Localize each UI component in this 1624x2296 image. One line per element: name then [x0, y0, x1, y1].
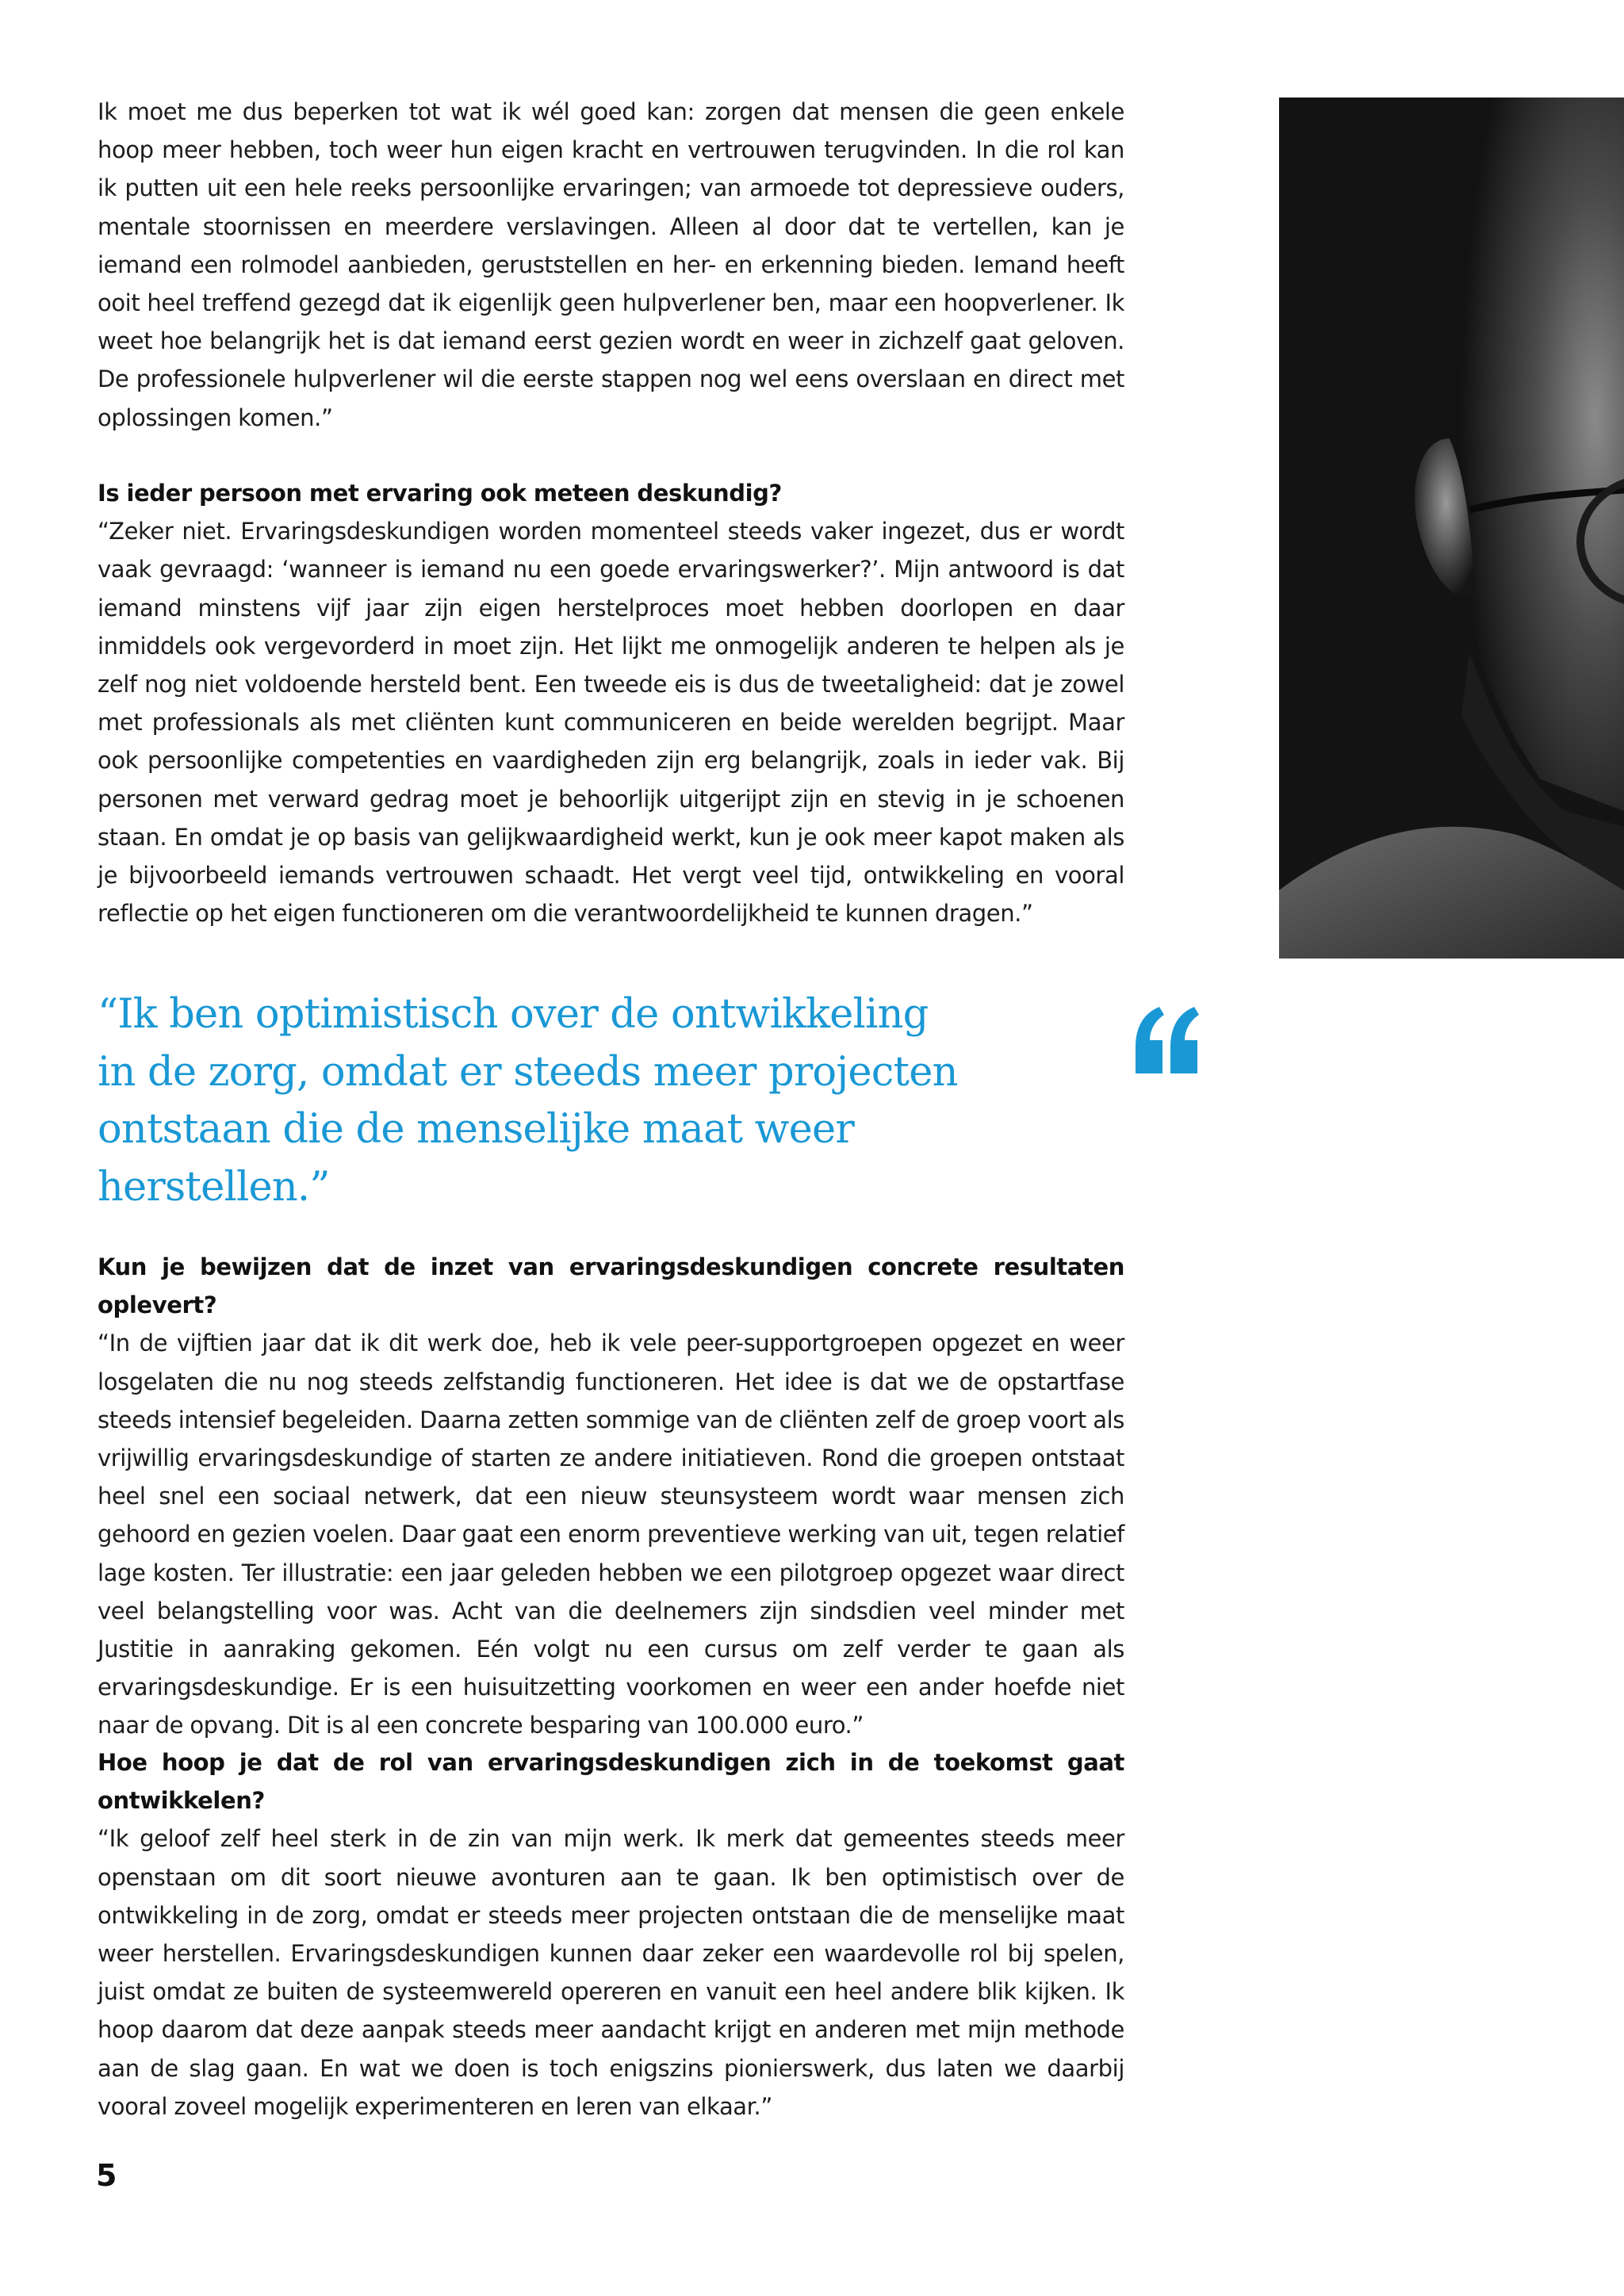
answer-line: relatief lage kosten. Ter illustratie: een jaar geleden hebben we een pilotgroep opgezet — [98, 1521, 1124, 1586]
answer-line: hoop daarom dat deze aanpak steeds meer aandacht krijgt en anderen met mijn methode — [98, 2016, 1124, 2044]
question-3-heading — [98, 1743, 1124, 1820]
answer-3-paragraph — [98, 1820, 1124, 2126]
question-3-line: ontwikkelen? — [98, 1787, 265, 1815]
question-3-section — [98, 1743, 1124, 2126]
answer-line: inmiddels ook vergevorderd in moet zijn. Het lijkt me onmogelijk anderen te helpen als je — [98, 632, 1124, 660]
intro-line: iemand een rolmodel aanbieden, geruststellen en her- en erkenning bieden. Iemand heeft — [98, 251, 1124, 278]
pull-quote — [98, 986, 1124, 1216]
question-3-line: Hoe hoop je dat de rol van ervaringsdeskundigen zich in de toekomst gaat — [98, 1749, 1124, 1776]
portrait-illustration — [1279, 98, 1624, 959]
intro-line: ik putten uit een hele reeks persoonlijke ervaringen; van armoede tot depressieve ouders, — [98, 174, 1124, 202]
answer-line: ook persoonlijke competenties en vaardigheden zijn erg belangrijk, zoals in ieder vak. Bij — [98, 747, 1124, 775]
intro-line: hoop meer hebben, toch weer hun eigen kracht en vertrouwen terugvinden. In die rol kan — [98, 136, 1124, 164]
answer-line: zelf nog niet voldoende hersteld bent. Een tweede eis is dus de tweetaligheid: dat je zowel — [98, 671, 1124, 698]
answer-line: “Zeker niet. Ervaringsdeskundigen worden momenteel steeds vaker ingezet, dus er wordt — [98, 518, 1124, 545]
pull-quote-line: “Ik ben optimistisch over de ontwikkeling — [98, 991, 929, 1038]
intro-line: De professionele hulpverlener wil die eerste stappen nog wel eens overslaan en direct met — [98, 365, 1124, 393]
answer-line: losgelaten die nu nog steeds zelfstandig functioneren. Het idee is dat we de opstartfase — [98, 1368, 1124, 1395]
answer-line: als je bijvoorbeeld iemands vertrouwen schaadt. Het vergt veel tijd, ontwikkeling en vooral — [98, 823, 1124, 890]
answer-1-paragraph — [98, 512, 1124, 932]
answer-line: dat iemand minstens vijf jaar zijn eigen herstelproces moet hebben doorlopen en daar — [98, 556, 1124, 622]
answer-line: weer herstellen. Ervaringsdeskundigen kunnen daar zeker een waardevolle rol bij spelen, — [98, 1940, 1124, 1968]
answer-line: openstaan om dit soort nieuwe avonturen aan te gaan. Ik ben optimistisch over de — [98, 1863, 1124, 1891]
answer-line: “In de vijftien jaar dat ik dit werk doe, heb ik vele peer-supportgroepen opgezet en weer — [98, 1330, 1124, 1357]
quote-mark-icon — [1132, 1005, 1201, 1077]
question-2-section — [98, 1248, 1124, 1745]
intro-line: ooit heel treffend gezegd dat ik eigenlijk geen hulpverlener ben, maar een hoopverlener. Ik — [98, 289, 1124, 317]
answer-line: staan. En omdat je op basis van gelijkwaardigheid werkt, kun je ook meer kapot maken — [98, 823, 1086, 851]
question-2-heading: Kun je bewijzen dat de inzet van ervaringsdeskundigen concrete resultaten oplevert? — [98, 1253, 1124, 1319]
answer-line: als ervaringsdeskundige. Er is een huisuitzetting voorkomen en weer een ander hoefde — [98, 1636, 1124, 1701]
pull-quote-line: ontstaan die de menselijke maat weer — [98, 1106, 854, 1153]
answer-line: minder met Justitie in aanraking gekomen. Eén volgt nu een cursus om zelf verder te gaan — [98, 1597, 1124, 1663]
answer-line: ontstaat heel snel een sociaal netwerk, dat een nieuw steunsysteem wordt waar mensen — [98, 1445, 1124, 1510]
answer-line: “Ik geloof zelf heel sterk in de zin van mijn werk. Ik merk dat gemeentes steeds meer — [98, 1825, 1124, 1853]
intro-line: oplossingen komen.” — [98, 404, 333, 431]
pull-quote-line: in de zorg, omdat er steeds meer projecten — [98, 1048, 958, 1096]
answer-line: steeds intensief begeleiden. Daarna zetten sommige van de cliënten zelf de groep voort — [98, 1406, 1086, 1433]
answer-line: aan de slag gaan. En wat we doen is toch enigszins pionierswerk, dus laten we daarbij — [98, 2054, 1124, 2082]
pull-quote-line: herstellen.” — [98, 1163, 330, 1211]
question-1-heading: Is ieder persoon met ervaring ook meteen deskundig? — [98, 480, 782, 507]
intro-paragraph — [98, 93, 1124, 437]
pull-quote-text — [98, 986, 1113, 1216]
answer-line: personen met verward gedrag moet je behoorlijk uitgerijpt zijn en stevig in je schoenen — [98, 785, 1124, 813]
answer-line: ontwikkeling in de zorg, omdat er steeds meer projecten ontstaan die de menselijke maat — [98, 1901, 1124, 1929]
answer-line: zich gehoord en gezien voelen. Daar gaat een enorm preventieve werking van uit, tegen — [98, 1483, 1125, 1548]
answer-line: niet naar de opvang. Dit is al een concrete besparing van 100.000 euro.” — [98, 1674, 1124, 1739]
intro-line: Ik moet me dus beperken tot wat ik wél goed kan: zorgen dat mensen die geen enkele — [98, 98, 1124, 125]
answer-line: als vrijwillig ervaringsdeskundige of starten ze andere initiatieven. Rond die groepen — [98, 1406, 1124, 1472]
answer-line: vooral zoveel mogelijk experimenteren en leren van elkaar.” — [98, 2092, 772, 2120]
intro-line: weet hoe belangrijk het is dat iemand eerst gezien wordt en weer in zichzelf gaat geloven. — [98, 327, 1124, 355]
answer-line: reflectie op het eigen functioneren om die verantwoordelijkheid te kunnen dragen.” — [98, 900, 1033, 928]
intro-section — [98, 93, 1124, 437]
intro-line: mentale stoornissen en meerdere verslavingen. Alleen al door dat te vertellen, kan je — [98, 212, 1124, 240]
question-1-section — [98, 474, 1124, 932]
answer-line: met professionals als met cliënten kunt communiceren en beide werelden begrijpt. Maar — [98, 709, 1124, 737]
answer-2-paragraph — [98, 1324, 1124, 1744]
page-number: 5 — [96, 2158, 117, 2193]
answer-line: juist omdat ze buiten de systeemwereld opereren en vanuit een heel andere blik kijken. Ik — [98, 1978, 1124, 2006]
answer-line: waar direct veel belangstelling voor was. Acht van die deelnemers zijn sindsdien veel — [98, 1559, 1124, 1624]
portrait-photo — [1279, 98, 1624, 959]
answer-line: vaak gevraagd: ‘wanneer is iemand nu een goede ervaringswerker?’. Mijn antwoord is — [98, 556, 1080, 584]
